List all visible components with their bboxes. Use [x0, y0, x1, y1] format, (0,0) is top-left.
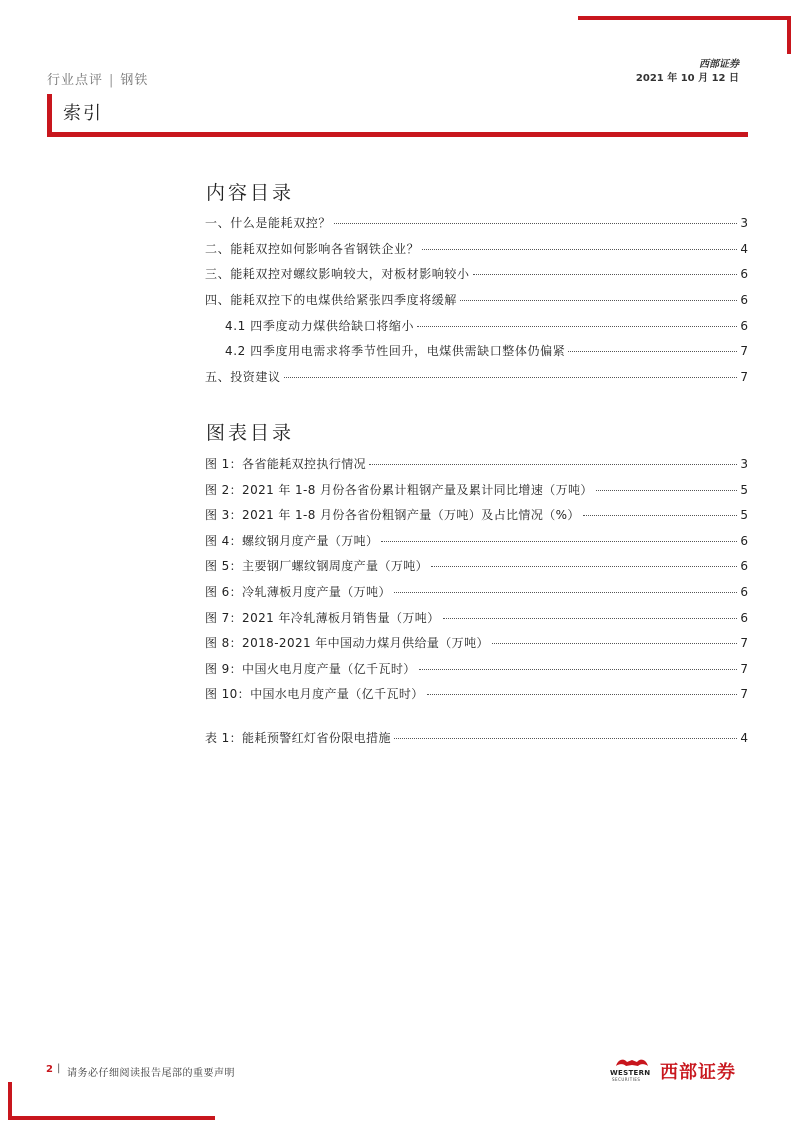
table-entry-label: 表 1：能耗预警红灯省份限电措施	[205, 731, 391, 745]
figure-entry[interactable]	[205, 685, 748, 711]
dot-leader	[422, 249, 737, 250]
dot-leader	[369, 464, 737, 465]
breadcrumb-sector: 钢铁	[120, 73, 149, 88]
table-entry[interactable]	[205, 729, 748, 755]
toc-entry-page: 7	[740, 370, 748, 385]
toc-entry[interactable]	[205, 368, 748, 394]
section-accent-bar	[47, 94, 52, 136]
toc-entry[interactable]	[205, 214, 748, 240]
breadcrumb-category: 行业点评	[47, 73, 104, 88]
figure-entry-page: 6	[740, 559, 748, 574]
dot-leader	[427, 694, 738, 695]
tables-list	[205, 729, 748, 755]
page-number: 2	[46, 1064, 53, 1075]
footer-disclaimer: 请务必仔细阅读报告尾部的重要声明	[67, 1068, 235, 1079]
dot-leader	[394, 738, 738, 739]
figure-entry-page: 6	[740, 533, 748, 548]
figure-entry[interactable]	[205, 481, 748, 507]
figure-entry-page: 5	[740, 508, 748, 523]
top-corner-bar-horizontal	[578, 16, 791, 20]
figure-entry-label: 图 7：2021 年冷轧薄板月销售量（万吨）	[205, 610, 440, 625]
toc-entry-page: 7	[740, 344, 748, 359]
toc-entry-label: 一、什么是能耗双控？	[205, 216, 332, 230]
toc-entry[interactable]	[205, 240, 748, 266]
toc-entry-label: 三、能耗双控对螺纹影响较大，对板材影响较小	[205, 267, 470, 282]
bottom-corner-bar-vertical	[8, 1082, 12, 1120]
dot-leader	[334, 223, 737, 224]
company-logo	[610, 1056, 750, 1086]
toc-entry-label: 四、能耗双控下的电煤供给紧张四季度将缓解	[205, 293, 458, 308]
figure-entry-label: 图 8：2018-2021 年中国动力煤月供给量（万吨）	[205, 636, 489, 651]
figure-entry-page: 3	[740, 457, 748, 471]
figure-entry-label: 图 9：中国火电月度产量（亿千瓦时）	[205, 661, 416, 676]
figure-entry-label: 图 5：主要钢厂螺纹钢周度产量（万吨）	[205, 559, 429, 574]
breadcrumb-separator: |	[109, 73, 115, 88]
table-entry-page: 4	[740, 731, 748, 745]
contents-heading: 内容目录	[206, 182, 295, 204]
toc-entry-label: 五、投资建议	[205, 370, 281, 385]
dot-leader	[460, 300, 737, 301]
logo-chinese: 西部证券	[660, 1062, 736, 1083]
figure-entry-page: 7	[740, 687, 748, 702]
dot-leader	[583, 515, 738, 516]
figure-entry[interactable]	[205, 634, 748, 660]
toc-entry-page: 6	[740, 318, 748, 333]
figures-heading: 图表目录	[206, 422, 295, 444]
figures-list	[205, 455, 748, 711]
footer-separator: |	[57, 1063, 61, 1074]
dot-leader	[417, 326, 737, 327]
breadcrumb	[47, 69, 148, 88]
toc-entry-page: 6	[740, 293, 748, 308]
figure-entry-page: 7	[740, 636, 748, 651]
toc-entry[interactable]	[205, 291, 748, 317]
section-title: 索引	[63, 103, 103, 124]
logo-english: WESTERN	[610, 1069, 651, 1077]
figure-entry-page: 7	[740, 661, 748, 676]
toc-entry[interactable]	[205, 265, 748, 291]
toc-entry-label: 4.1 四季度动力煤供给缺口将缩小	[225, 318, 415, 333]
figure-entry[interactable]	[205, 455, 748, 481]
logo-english-sub: SECURITIES	[612, 1077, 641, 1082]
figure-entry[interactable]	[205, 660, 748, 686]
toc-entry-page: 3	[740, 216, 748, 230]
dot-leader	[568, 351, 737, 352]
figure-entry[interactable]	[205, 532, 748, 558]
figure-entry[interactable]	[205, 583, 748, 609]
toc-entry-label: 二、能耗双控如何影响各省钢铁企业？	[205, 241, 420, 256]
header-brand: 西部证券	[699, 59, 739, 70]
dot-leader	[381, 541, 737, 542]
figure-entry-page: 6	[740, 584, 748, 599]
toc-subentry[interactable]	[205, 317, 748, 343]
figure-entry-label: 图 2：2021 年 1-8 月份各省份累计粗钢产量及累计同比增速（万吨）	[205, 482, 593, 497]
figure-entry[interactable]	[205, 506, 748, 532]
toc-subentry[interactable]	[205, 342, 748, 368]
figure-entry-label: 图 4：螺纹钢月度产量（万吨）	[205, 533, 379, 548]
toc-entry-page: 4	[740, 241, 748, 256]
dot-leader	[443, 618, 738, 619]
figure-entry-label: 图 3：2021 年 1-8 月份各省份粗钢产量（万吨）及占比情况（%）	[205, 508, 580, 523]
dot-leader	[492, 643, 737, 644]
figure-entry[interactable]	[205, 557, 748, 583]
dot-leader	[473, 274, 738, 275]
figure-entry-label: 图 6：冷轧薄板月度产量（万吨）	[205, 584, 391, 599]
figure-entry-page: 5	[740, 482, 748, 497]
figure-entry-label: 图 10：中国水电月度产量（亿千瓦时）	[205, 687, 424, 702]
dot-leader	[596, 490, 738, 491]
top-corner-bar-vertical	[787, 16, 791, 54]
toc-entry-page: 6	[740, 267, 748, 282]
dot-leader	[284, 377, 738, 378]
figure-entry-page: 6	[740, 610, 748, 625]
report-date: 2021 年 10 月 12 日	[635, 73, 739, 84]
contents-list	[205, 214, 748, 394]
figure-entry[interactable]	[205, 609, 748, 635]
bottom-corner-bar-horizontal	[8, 1116, 215, 1120]
toc-entry-label: 4.2 四季度用电需求将季节性回升，电煤供需缺口整体仍偏紧	[225, 344, 566, 359]
figure-entry-label: 图 1：各省能耗双控执行情况	[205, 457, 367, 471]
dot-leader	[419, 669, 738, 670]
dot-leader	[394, 592, 738, 593]
section-underline	[47, 132, 748, 137]
dot-leader	[431, 566, 737, 567]
